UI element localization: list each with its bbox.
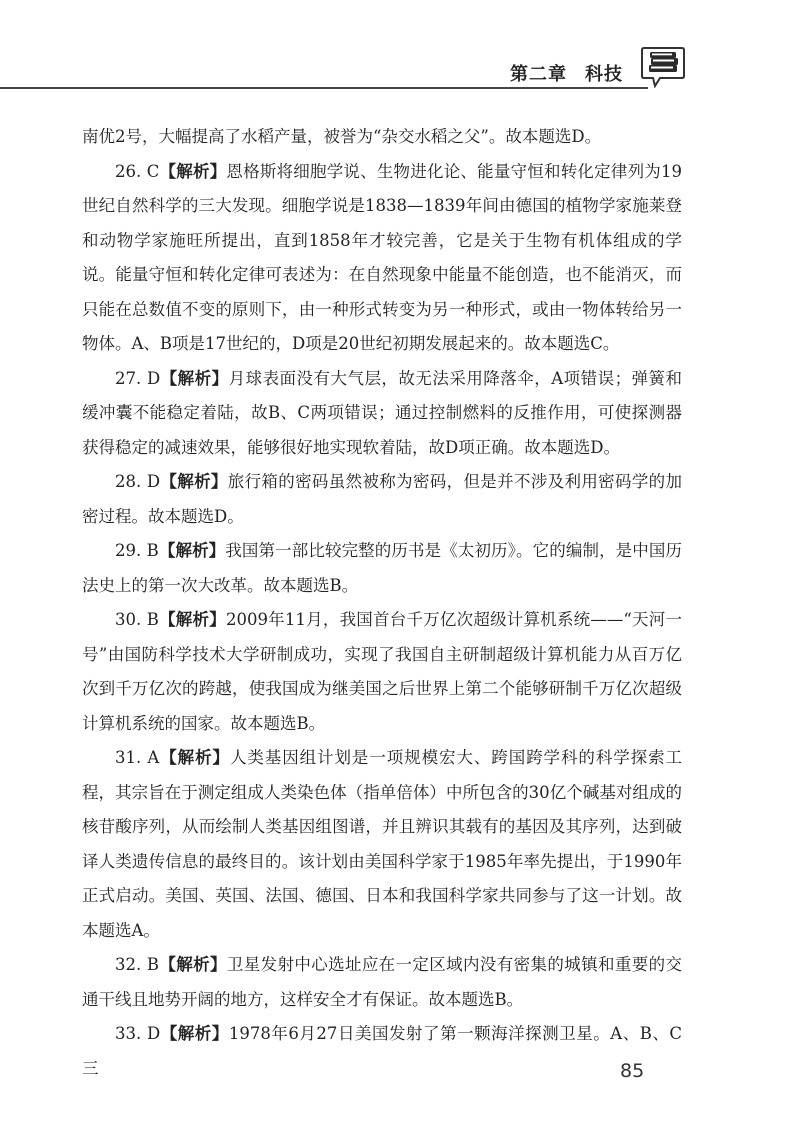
books-icon [640, 46, 686, 88]
answer-item-32 [82, 948, 682, 1017]
answer-item-31 [82, 741, 682, 948]
page-header [0, 0, 800, 100]
answer-item-33 [82, 1017, 682, 1086]
chapter-label: 第二章 [510, 64, 567, 85]
answer-prefix: 27. D [115, 368, 161, 388]
answer-text: 卫星发射中心选址应在一定区域内没有密集的城镇和重要的交通干线且地势开阔的地方，这样安全才有保证。故本题选B。 [82, 955, 682, 1009]
answer-prefix: 31. A [115, 748, 160, 767]
answer-explanations [82, 120, 682, 1086]
answer-text: 我国第一部比较完整的历书是《太初历》。它的编制，是中国历法史上的第一次大改革。故本题选B。 [82, 541, 683, 595]
analysis-tag: 【解析】 [160, 368, 229, 388]
answer-text: 1978年6月27日美国发射了第一颗海洋探测卫星。A、B、C三 [82, 1024, 683, 1078]
analysis-tag: 【解析】 [158, 955, 227, 974]
section-label: 科技 [585, 64, 623, 85]
answer-prefix: 30. B [115, 610, 159, 629]
answer-item-29 [82, 534, 682, 603]
answer-prefix: 32. B [115, 955, 159, 974]
answer-item-26 [82, 155, 682, 362]
analysis-tag: 【解析】 [158, 541, 226, 560]
answer-text: 2009年11月，我国首台千万亿次超级计算机系统——“天河一号”由国防科学技术大学研制成功，实现了我国自主研制超级计算机能力从百万亿次到千万亿次的跨越，使我国成为继美国之后世界上第二个能够研制千万亿次超级计算机系统的国家。故本题选B。 [82, 610, 682, 733]
analysis-tag: 【解析】 [160, 1024, 229, 1043]
answer-text: 恩格斯将细胞学说、生物进化论、能量守恒和转化定律列为19世纪自然科学的三大发现。细胞学说是1838—1839年间由德国的植物学家施莱登和动物学家施旺所提出，直到1858年才较完善，它是关于生物有机体组成的学说。能量守恒和转化定律可表述为：在自然现象中能量不能创造，也不能消灭，而只能在总数值不变的原则下，由一种形式转变为另一种形式，或由一物体转给另一物体。A、B项是17世纪的，D项是20世纪初期发展起来的。故本题选C。 [82, 161, 682, 353]
continued-paragraph: 南优2号，大幅提高了水稻产量，被誉为“杂交水稻之父”。故本题选D。 [82, 127, 602, 146]
page-number: 85 [620, 1060, 645, 1082]
answer-text: 旅行箱的密码虽然被称为密码，但是并不涉及利用密码学的加密过程。故本题选D。 [82, 472, 683, 526]
answer-prefix: 28. D [115, 472, 161, 491]
answer-text: 人类基因组计划是一项规模宏大、跨国跨学科的科学探索工程，其宗旨在于测定组成人类染色体（指单倍体）中所包含的30亿个碱基对组成的核苷酸序列，从而绘制人类基因组图谱，并且辨识其载有的基因及其序列，达到破译人类遗传信息的最终目的。该计划由美国科学家于1985年率先提出，于1990年正式启动。美国、英国、法国、德国、日本和我国科学家共同参与了这一计划。故本题选A。 [82, 748, 683, 940]
answer-text: 月球表面没有大气层，故无法采用降落伞，A项错误；弹簧和缓冲囊不能稳定着陆，故B、C两项错误；通过控制燃料的反推作用，可使探测器获得稳定的减速效果，能够很好地实现软着陆，故D项正确。故本题选D。 [82, 368, 683, 457]
running-head [510, 60, 623, 86]
analysis-tag: 【解析】 [159, 748, 230, 767]
answer-item-28 [82, 465, 682, 534]
header-rule [0, 87, 648, 89]
analysis-tag: 【解析】 [159, 161, 227, 181]
answer-item-30 [82, 603, 682, 741]
answer-prefix: 29. B [115, 541, 159, 560]
answer-prefix: 33. D [115, 1024, 161, 1043]
answer-prefix: 26. C [115, 161, 160, 181]
analysis-tag: 【解析】 [158, 610, 226, 629]
analysis-tag: 【解析】 [160, 472, 228, 491]
answer-item-27 [82, 362, 682, 466]
